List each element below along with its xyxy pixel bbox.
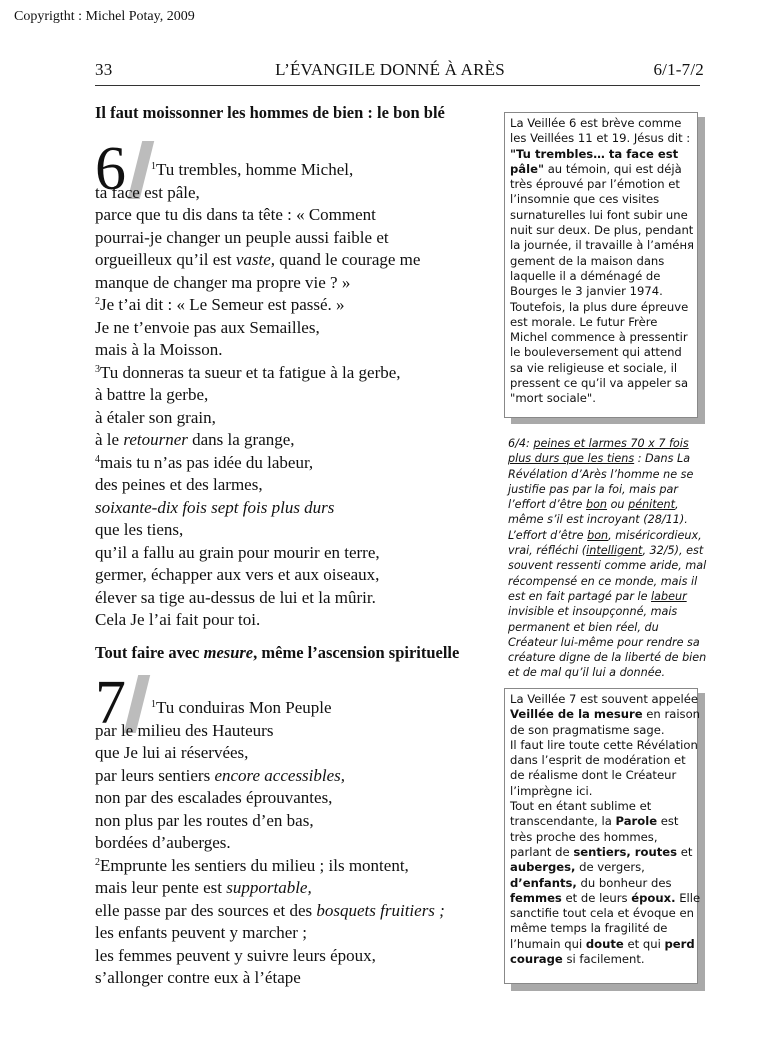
commentary-line (510, 315, 691, 330)
verse-line (95, 900, 445, 923)
verse-text: des peines et des larmes, (95, 475, 263, 494)
verse-number: 1 (151, 161, 156, 172)
commentary-box-veillee-6 (504, 112, 698, 418)
annotation-line (508, 558, 706, 573)
commentary-line (510, 707, 701, 722)
verse-emphasis: vaste, (235, 250, 276, 269)
commentary-line (510, 147, 691, 162)
commentary-text: Bourges le 3 janvier 1974. (510, 284, 663, 299)
commentary-line (510, 208, 691, 223)
verse-reference: 6/1-7/2 (653, 60, 704, 79)
commentary-line (510, 692, 698, 707)
verse-line (95, 720, 445, 743)
verse-line (95, 362, 420, 385)
verse-text: à étaler son grain, (95, 407, 216, 427)
bold-text: doute (585, 936, 624, 951)
underlined-text: intelligent (586, 544, 643, 558)
verse-text: non par des escalades éprouvantes, (95, 788, 333, 807)
commentary-text: au témoin, qui est déjà (544, 161, 682, 176)
text: même temps la fragilité de (510, 921, 668, 936)
commentary-line (510, 223, 694, 238)
commentary-line (510, 845, 691, 860)
verse-text: s’allonger contre eux à l’étape (95, 968, 301, 987)
text: récompensé en ce monde, mais il (508, 574, 698, 588)
verse-line (95, 765, 445, 788)
commentary-text: l’insomnie que ces visites (510, 192, 660, 207)
annotation-line (508, 650, 706, 665)
commentary-line (510, 768, 691, 783)
page-number: 33 (95, 60, 113, 79)
annotation-line (508, 467, 706, 482)
underlined-text: labeur (651, 589, 687, 603)
text: sanctifie tout cela et évoque en (510, 906, 694, 921)
text: et (677, 844, 693, 859)
verse-text: les enfants peuvent y marcher ; (95, 923, 307, 942)
bold-text: époux. (631, 890, 676, 905)
text: , (675, 498, 679, 512)
verse-number: 2 (95, 296, 100, 307)
verse-line (95, 587, 420, 610)
text: l’humain qui (510, 936, 586, 951)
commentary-line (510, 906, 694, 921)
commentary-text: les Veillées 11 et 19. Jésus dit : (510, 131, 691, 146)
underlined-text: peines et larmes 70 x 7 fois (533, 437, 689, 450)
text: souvent ressenti comme aride, mal (508, 559, 707, 573)
bold-text: perd (664, 936, 695, 951)
text: transcendante, la (510, 814, 616, 829)
bold-text: sentiers, routes (573, 844, 678, 859)
verse-text: Tu conduiras Mon Peuple (156, 698, 332, 717)
annotation-line (508, 635, 706, 650)
verse-text: Tu trembles, homme Michel, (156, 160, 354, 179)
text: La Veillée 7 est souvent appelée (510, 692, 698, 706)
commentary-line (510, 952, 691, 967)
chapter-number-7: 7 (95, 669, 126, 737)
commentary-line (510, 361, 691, 376)
commentary-line (510, 860, 691, 875)
chapter-7-verses (95, 697, 445, 990)
underlined-text: bon (585, 498, 608, 512)
commentary-line (510, 254, 691, 269)
verse-line (95, 474, 420, 497)
verse-line (95, 249, 420, 272)
verse-text: par le milieu des Hauteurs (95, 720, 274, 740)
verse-line (95, 609, 420, 632)
annotation-line (508, 528, 706, 543)
commentary-line (510, 936, 695, 952)
text: est (657, 814, 679, 829)
text: en raison (642, 707, 701, 722)
commentary-line (510, 753, 691, 768)
commentary-text: laquelle il a déménagé de (510, 268, 661, 283)
commentary-line (510, 723, 691, 738)
verse-line (95, 787, 445, 810)
verse-text: Cela Je l’ai fait pour toi. (95, 610, 261, 629)
verse-text: pourrai-je changer un peuple aussi faible et (95, 227, 389, 247)
verse-text: elle passe par des sources et des (95, 900, 317, 920)
verse-line (95, 519, 420, 542)
text: même s’il est incroyant (28/11). (508, 513, 688, 527)
verse-text: Emprunte les sentiers du milieu ; ils montent, (100, 855, 409, 875)
verse-number: 2 (95, 856, 100, 868)
verse-number: 1 (151, 699, 156, 710)
text: et qui (623, 936, 665, 951)
text: ou (607, 498, 629, 512)
verse-text: Je ne t’envoie pas aux Semailles, (95, 317, 320, 337)
verse-line (95, 407, 420, 430)
verse-text: qu’il a fallu au grain pour mourir en terre, (95, 542, 380, 562)
text: vrai, réfléchi ( (508, 544, 587, 558)
commentary-text: est morale. Le futur Frère (510, 314, 658, 329)
verse-text: mais leur pente est (95, 878, 227, 897)
annotation-line (508, 482, 706, 497)
chapter-number-6: 6 (95, 135, 126, 203)
verse-text: que les tiens, (95, 520, 184, 539)
section-title-7-text: Tout faire avec (95, 643, 204, 662)
bold-text: courage (510, 952, 563, 967)
verse-line (95, 227, 420, 250)
verse-text: manque de changer ma propre vie ? » (95, 272, 351, 292)
verse-text: les femmes peuvent y suivre leurs époux, (95, 945, 376, 965)
commentary-line (510, 784, 691, 799)
commentary-text: pressent ce qu’il va appeler sa (510, 376, 689, 391)
section-title-7-emphasis: mesure (203, 643, 254, 662)
commentary-line (510, 284, 691, 299)
verse-text: orgueilleux qu’il est (95, 250, 236, 269)
commentary-line (510, 269, 691, 284)
text: si facilement. (562, 952, 645, 967)
verse-text: bordées d’auberges. (95, 833, 231, 852)
commentary-bold: pâle" (510, 161, 545, 176)
commentary-box-veillee-7 (504, 688, 701, 984)
text: justifie pas par la foi, mais par (508, 482, 678, 496)
text: et de mal qu’il lui a donnée. (508, 666, 666, 680)
verse-emphasis: bosquets fruitiers ; (316, 900, 445, 920)
commentary-line (510, 799, 691, 814)
copyright-notice: Copyrigtht : Michel Potay, 2009 (14, 9, 195, 24)
annotation-6-4 (508, 436, 706, 681)
text: parlant de (510, 844, 574, 859)
verse-line (95, 742, 445, 765)
verse-text: que Je lui ai réservées, (95, 743, 249, 762)
text: et de leurs (561, 890, 632, 905)
verse-line (95, 810, 445, 833)
header-rule (95, 85, 700, 86)
commentary-line (510, 876, 691, 891)
text: Elle (675, 890, 701, 905)
underlined-text: bon (587, 528, 609, 542)
verse-line (95, 855, 445, 878)
annotation-line (508, 436, 706, 451)
verse-line (95, 317, 420, 340)
verse-text: ta face est pâle, (95, 182, 200, 202)
commentary-line (510, 890, 701, 906)
text: : Dans La (634, 452, 691, 466)
bold-text: Parole (615, 814, 658, 829)
verse-text: non plus par les routes d’en bas, (95, 810, 314, 830)
verse-line (95, 452, 420, 475)
commentary-text: Michel commence à pressentir (510, 330, 688, 345)
commentary-line (510, 376, 691, 391)
commentary-text: nuit sur deux. De plus, pendant (510, 223, 694, 238)
text: Tout en étant sublime et (510, 799, 652, 814)
commentary-text: "mort sociale". (510, 391, 596, 406)
verse-line (95, 429, 420, 452)
text: l’effort d’être (508, 498, 586, 512)
section-title-6: Il faut moissonner les hommes de bien : le bon blé (95, 103, 445, 122)
text: L’effort d’être (508, 528, 588, 542)
annotation-line (508, 543, 706, 558)
text: permanent et bien réel, du (508, 620, 659, 634)
commentary-line (510, 162, 691, 177)
text: est en fait partagé par le (508, 589, 652, 603)
verse-emphasis: encore accessibles, (214, 765, 346, 785)
text: du bonheur des (576, 875, 672, 890)
verse-text: germer, échapper aux vers et aux oiseaux, (95, 565, 380, 584)
verse-line (95, 697, 445, 720)
commentary-text: le bouleversement qui attend (510, 345, 682, 360)
running-title: L’ÉVANGILE DONNÉ À ARÈS (275, 60, 505, 79)
verse-line (95, 877, 445, 900)
annotation-line (508, 451, 706, 466)
text: Il faut lire toute cette Révélation (510, 737, 698, 752)
verse-text: par leurs sentiers (95, 765, 215, 785)
verse-line (95, 832, 445, 855)
verse-text: quand le courage me (275, 250, 421, 269)
verse-line (95, 497, 420, 520)
verse-line (95, 272, 420, 295)
verse-line (95, 967, 445, 990)
commentary-text: surnaturelles lui font subir une (510, 207, 688, 222)
commentary-text: la journée, il travaille à l’améня (510, 238, 694, 253)
verse-text: à le (95, 430, 124, 449)
commentary-line (510, 330, 691, 345)
verse-line (95, 339, 420, 362)
verse-line (95, 204, 420, 227)
verse-text: à battre la gerbe, (95, 385, 209, 404)
section-title-7-text-end: , même l’ascension spirituelle (253, 643, 460, 662)
commentary-text: gement de la maison dans (510, 253, 665, 268)
bold-text: femmes (510, 890, 562, 905)
bold-text: d’enfants, (510, 875, 577, 890)
commentary-text: Toutefois, la plus dure épreuve (510, 299, 689, 314)
verse-line (95, 182, 420, 205)
verse-number: 4 (95, 453, 100, 465)
verse-text: Tu donneras ta sueur et ta fatigue à la gerbe, (100, 362, 401, 382)
commentary-line (510, 177, 691, 192)
verse-line (95, 945, 445, 968)
annotation-line (508, 665, 706, 680)
text: de vergers, (575, 860, 645, 875)
verse-line (95, 542, 420, 565)
annotation-line (508, 574, 706, 589)
commentary-line (510, 192, 691, 207)
commentary-text: La Veillée 6 est brève comme (510, 116, 682, 130)
text: créature digne de la liberté de bien (508, 651, 707, 665)
text: 6/4: (508, 437, 534, 450)
verse-text: mais à la Moisson. (95, 340, 223, 359)
verse-text: Je t’ai dit : « Le Semeur est passé. » (100, 295, 345, 314)
text: invisible et insoupçonné, mais (508, 605, 678, 619)
commentary-line (510, 238, 694, 253)
verse-line (95, 922, 445, 945)
bold-text: auberges, (510, 860, 576, 875)
commentary-text: sa vie religieuse et sociale, il (510, 360, 678, 375)
annotation-line (508, 620, 706, 635)
verse-text: élever sa tige au-dessus de lui et la mûrir. (95, 587, 376, 607)
annotation-line (508, 512, 706, 527)
verse-line (95, 384, 420, 407)
verse-text: dans la grange, (187, 430, 295, 449)
bold-text: Veillée de la mesure (510, 707, 643, 722)
commentary-line (510, 391, 691, 406)
verse-text: parce que tu dis dans ta tête : « Comment (95, 205, 376, 224)
underlined-text: pénitent (628, 498, 676, 512)
verse-line (95, 159, 420, 182)
commentary-line (510, 300, 691, 315)
commentary-line (510, 830, 691, 845)
commentary-line (510, 116, 691, 131)
section-title-7 (95, 643, 459, 663)
text: de réalisme dont le Créateur (510, 768, 677, 783)
text: très proche des hommes, (510, 829, 658, 844)
text: , miséricordieux, (608, 528, 702, 542)
commentary-line (510, 921, 691, 936)
annotation-line (508, 589, 706, 604)
text: l’imprègne ici. (510, 783, 593, 798)
annotation-line (508, 497, 706, 512)
verse-text: mais tu n’as pas idée du labeur, (100, 452, 314, 472)
verse-emphasis: soixante-dix fois sept fois plus durs (95, 497, 335, 517)
text: Créateur lui-même pour rendre sa (508, 635, 700, 649)
chapter-6-verses (95, 159, 420, 632)
commentary-line (510, 131, 691, 146)
text: de son pragmatisme sage. (510, 722, 665, 737)
text: Révélation d’Arès l’homme ne se (508, 467, 694, 481)
annotation-line (508, 604, 706, 619)
text: , 32/5), est (642, 544, 704, 558)
text: dans l’esprit de modération et (510, 753, 686, 768)
verse-emphasis: supportable, (226, 878, 312, 897)
commentary-line (510, 345, 691, 360)
underlined-text: plus durs que les tiens (508, 452, 635, 466)
verse-emphasis: retourner (123, 430, 188, 449)
verse-line (95, 294, 420, 317)
verse-number: 3 (95, 363, 100, 375)
commentary-line (510, 814, 691, 829)
commentary-bold: "Tu trembles… ta face est (510, 146, 679, 161)
commentary-text: très éprouvé par l’émotion et (510, 177, 680, 192)
verse-line (95, 564, 420, 587)
commentary-line (510, 737, 698, 753)
